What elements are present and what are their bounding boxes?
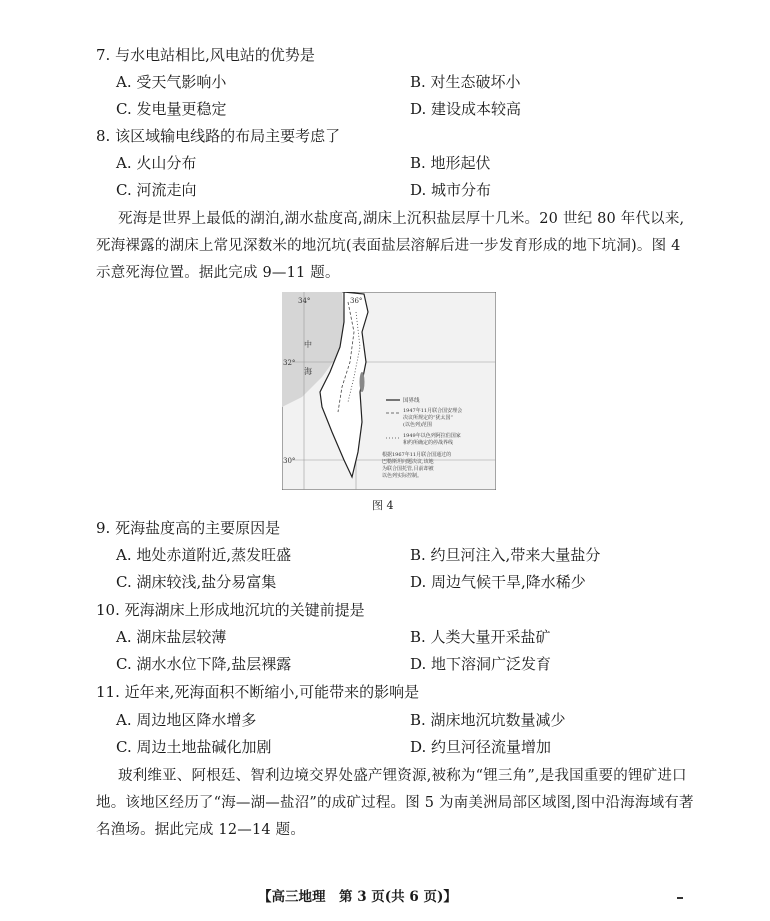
question-9-option-d: D. 周边气候干旱,降水稀少 bbox=[410, 573, 586, 591]
question-10-option-d: D. 地下溶洞广泛发育 bbox=[410, 655, 552, 673]
passage-2-line-3: 名渔场。据此完成 12—14 题。 bbox=[96, 822, 306, 838]
passage-1-line-3: 示意死海位置。据此完成 9—11 题。 bbox=[96, 265, 340, 281]
legend-1949-line-1: 1949年以色列阿拉伯国家 bbox=[403, 433, 461, 439]
legend-1947-line-3: (以色列)范围 bbox=[403, 422, 432, 428]
legend-1949-line-2: 和约所确定的停战界线 bbox=[403, 440, 454, 446]
question-10-option-c: C. 湖水水位下降,盐层裸露 bbox=[116, 655, 292, 673]
passage-1-line-1: 死海是世界上最低的湖泊,湖水盐度高,湖床上沉积盐层厚十几米。20 世纪 80 年代以来, bbox=[118, 211, 685, 227]
question-8-option-a: A. 火山分布 bbox=[116, 154, 197, 172]
sea-label-2: 海 bbox=[304, 367, 312, 376]
map-note-line-2: 巴勒斯坦问题决议,该地 bbox=[382, 459, 434, 465]
question-10-option-a: A. 湖床盐层较薄 bbox=[116, 628, 227, 646]
passage-1-line-2: 死海裸露的湖床上常见深数米的地沉坑(表面盐层溶解后进一步发育形成的地下坑洞)。图 4 bbox=[96, 238, 681, 254]
question-9-option-c: C. 湖床较浅,盐分易富集 bbox=[116, 573, 277, 591]
question-9-option-a: A. 地处赤道附近,蒸发旺盛 bbox=[116, 546, 292, 564]
map-note-line-3: 为联合国托管,目前却被 bbox=[382, 466, 434, 472]
question-8-stem: 8. 该区域输电线路的布局主要考虑了 bbox=[96, 127, 341, 145]
latitude-label-30: 30° bbox=[283, 457, 296, 465]
legend-border: 国界线 bbox=[403, 398, 420, 404]
question-7-option-c: C. 发电量更稳定 bbox=[116, 100, 227, 118]
map-note-line-4: 以色列实际控制。 bbox=[382, 473, 423, 479]
page-footer: 【高三地理 第 3 页(共 6 页)】 bbox=[258, 889, 457, 905]
question-9-option-b: B. 约旦河注入,带来大量盐分 bbox=[410, 546, 601, 564]
sea-label-1: 中 bbox=[304, 340, 312, 349]
longitude-label-36: 36° bbox=[350, 297, 363, 305]
longitude-label-34: 34° bbox=[298, 297, 311, 305]
question-7-stem: 7. 与水电站相比,风电站的优势是 bbox=[96, 46, 315, 64]
question-11-stem: 11. 近年来,死海面积不断缩小,可能带来的影响是 bbox=[96, 683, 420, 701]
question-11-option-d: D. 约旦河径流量增加 bbox=[410, 738, 552, 756]
question-8-option-b: B. 地形起伏 bbox=[410, 154, 491, 172]
question-11-option-b: B. 湖床地沉坑数量减少 bbox=[410, 711, 566, 729]
legend-1947-line-1: 1947年11月联合国安理会 bbox=[403, 408, 463, 414]
latitude-label-32: 32° bbox=[283, 359, 296, 367]
question-11-option-c: C. 周边土地盐碱化加剧 bbox=[116, 738, 272, 756]
question-7-option-b: B. 对生态破坏小 bbox=[410, 73, 521, 91]
passage-2-line-1: 玻利维亚、阿根廷、智利边境交界处盛产锂资源,被称为“锂三角”,是我国重要的锂矿进口 bbox=[118, 768, 687, 784]
figure-caption: 图 4 bbox=[372, 499, 394, 512]
footer-mark bbox=[677, 897, 683, 899]
question-8-option-d: D. 城市分布 bbox=[410, 181, 492, 199]
question-11-option-a: A. 周边地区降水增多 bbox=[116, 711, 257, 729]
legend-1947-line-2: 决议所规定的“犹太国” bbox=[403, 415, 454, 421]
question-10-stem: 10. 死海湖床上形成地沉坑的关键前提是 bbox=[96, 601, 365, 619]
question-9-stem: 9. 死海盐度高的主要原因是 bbox=[96, 519, 281, 537]
passage-2-line-2: 地。该地区经历了“海—湖—盐沼”的成矿过程。图 5 为南美洲局部区域图,图中沿海海域有著 bbox=[96, 795, 694, 811]
question-7-option-d: D. 建设成本较高 bbox=[410, 100, 522, 118]
dead-sea-location-map bbox=[282, 292, 496, 490]
question-10-option-b: B. 人类大量开采盐矿 bbox=[410, 628, 551, 646]
question-7-option-a: A. 受天气影响小 bbox=[116, 73, 227, 91]
map-note-line-1: 根据1967年11月联合国通过的 bbox=[382, 452, 452, 458]
question-8-option-c: C. 河流走向 bbox=[116, 181, 197, 199]
